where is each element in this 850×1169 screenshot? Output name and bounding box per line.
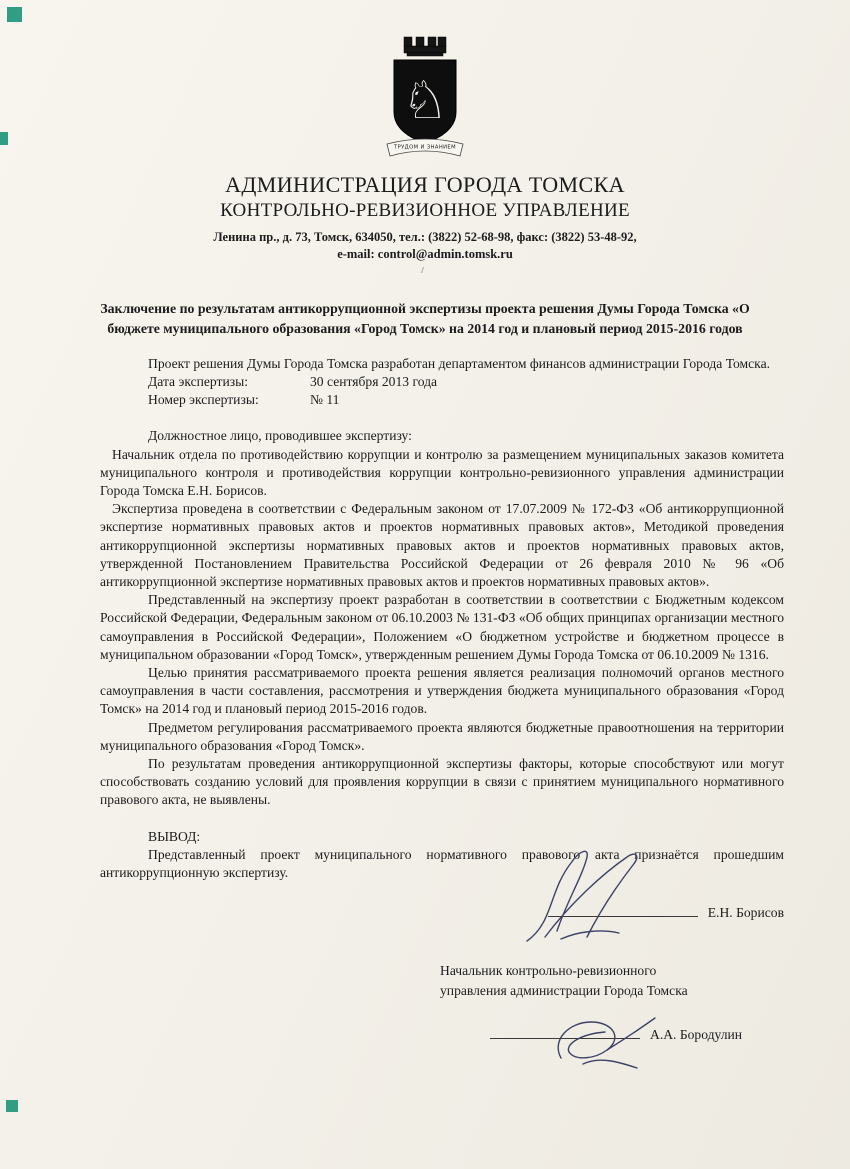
scan-artifact-bottom-left: [6, 1100, 18, 1112]
paragraph-subject: Предметом регулирования рассматриваемого проекта являются бюджетные правоотношения на территории муниципального образования «Город Томск».: [100, 719, 784, 753]
expertise-date-label: Дата экспертизы:: [148, 373, 249, 389]
spacer: [100, 409, 784, 427]
paragraph-legal-basis: Экспертиза проведена в соответствии с Федеральным законом от 17.07.2009 № 172-ФЗ «Об антикоррупционной экспертизе нормативных правовых актов и проектов нормативных правовых актов», Методикой проведения антикоррупционной экспертизы нормативных правовых актов и проектов нормативных правовых актов, утвержденной Постановлением Правительства Российской Федерации от 26 февраля 2010 № 96 «Об антикоррупционной экспертизе нормативных правовых актов и проектов нормативных правовых актов».: [100, 501, 784, 589]
signature-name-borisov: Е.Н. Борисов: [707, 904, 784, 920]
paragraph-purpose: Целью принятия рассматриваемого проекта решения является реализация полномочий органов местного самоуправления в части составления, рассмотрения и утверждения бюджета муниципального образования «Город Томск» на 2014 год и плановый период 2015-2016 годов.: [100, 665, 784, 717]
letterhead: [0, 0, 850, 273]
expertise-number-label: Номер экспертизы:: [148, 392, 259, 408]
signature-row-borisov: [0, 902, 850, 921]
emblem-motto: ТРУДОМ И ЗНАНИЕМ: [394, 144, 456, 151]
paragraph-results: По результатам проведения антикоррупционной экспертизы факторы, которые способствуют или могут способствовать созданию условий для проявления коррупции в связи с принятием муниципального нормативного правового акта, не выявлены.: [100, 756, 784, 808]
signatory-title-line1: Начальник контрольно-ревизионного: [440, 962, 657, 978]
expertise-number-row: [148, 391, 784, 409]
signature-row-borodulin: [490, 1024, 850, 1043]
scan-stray-mark: [421, 267, 429, 273]
paragraph-official-intro: Должностное лицо, проводившее экспертизу:: [148, 428, 412, 444]
conclusion-label: ВЫВОД:: [148, 828, 201, 844]
spacer: [100, 810, 784, 828]
scan-artifact-left-edge: [0, 132, 8, 145]
horse-icon: ♘: [401, 71, 449, 131]
paragraph-project-origin: Проект решения Думы Города Томска разработан департаментом финансов администрации Города Томска.: [148, 355, 771, 371]
paragraph-official-name: Начальник отдела по противодействию коррупции и контролю за размещением муниципальных заказов комитета муниципального контроля и противодействия коррупции контрольно-ревизионного управления администрации Города Томска Е.Н. Борисов.: [100, 446, 784, 498]
conclusion-text: Представленный проект муниципального нормативного правового акта признаётся прошедшим антикоррупционную экспертизу.: [100, 846, 784, 881]
handwritten-signature-borodulin: [545, 1012, 665, 1074]
address-line: Ленина пр., д. 73, Томск, 634050, тел.: (3822) 52-68-98, факс: (3822) 53-48-92,: [213, 230, 637, 244]
signature-line: [548, 902, 698, 917]
signature-line: [490, 1024, 640, 1039]
organization-name: АДМИНИСТРАЦИЯ ГОРОДА ТОМСКА: [225, 172, 625, 197]
signatory-title-line2: управления администрации Города Томска: [440, 982, 688, 998]
signature-name-borodulin: А.А. Бородулин: [650, 1026, 743, 1042]
expertise-date-value: 30 сентября 2013 года: [310, 373, 438, 389]
document-body: [0, 339, 850, 882]
paragraph-conformity: Представленный на экспертизу проект разработан в соответствии в соответствии с Бюджетным кодексом Российской Федерации, Федеральным законом от 06.10.2003 № 131-ФЗ «Об общих принципах организации местного самоуправления в Российской Федерации», Положением «О бюджетном устройстве и бюджетном процессе в муниципальном образовании «Город Томск», утвержденным решением Думы Города Томска от 06.10.2009 № 1316.: [100, 592, 784, 662]
expertise-number-value: № 11: [310, 392, 340, 408]
expertise-date-row: [148, 373, 784, 391]
signatory-title-block: [440, 961, 850, 1000]
department-name: КОНТРОЛЬНО-РЕВИЗИОННОЕ УПРАВЛЕНИЕ: [220, 200, 630, 221]
scan-artifact-top-left: [7, 7, 22, 22]
document-title: Заключение по результатам антикоррупционной экспертизы проекта решения Думы Города Томска «О бюджете муниципального образования «Город Томск» на 2014 год и плановый период 2015-2016 годов: [100, 300, 750, 336]
tomsk-coat-of-arms-icon: [377, 34, 473, 162]
email-line: e-mail: control@admin.tomsk.ru: [337, 246, 513, 261]
